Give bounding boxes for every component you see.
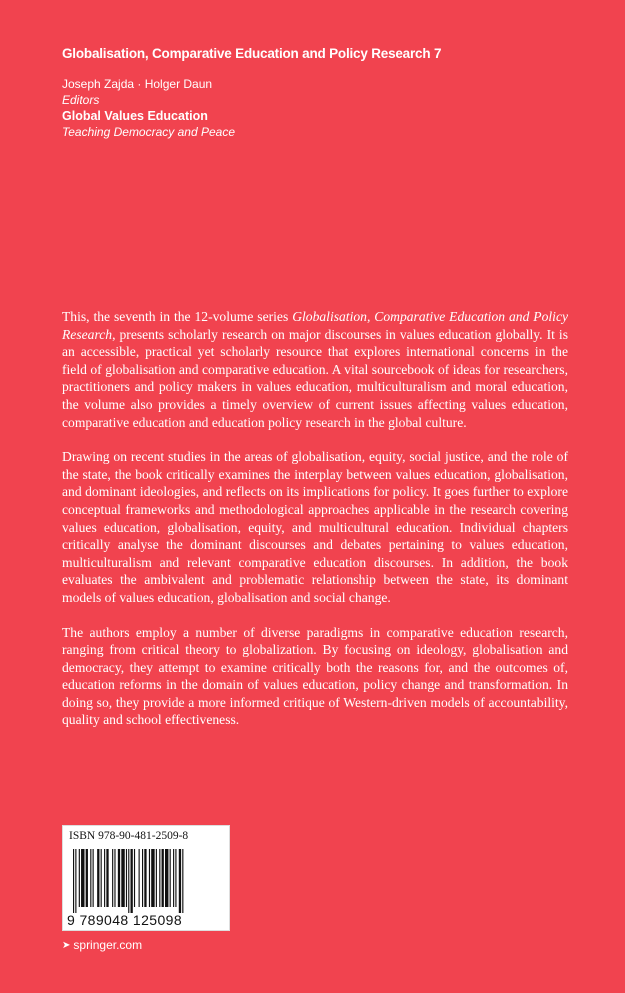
barcode-bar	[106, 849, 108, 907]
barcode-icon	[73, 849, 221, 913]
barcode-bar	[81, 849, 84, 907]
barcode-bar	[101, 849, 102, 907]
publisher-link[interactable]	[62, 938, 142, 952]
barcode-bar	[93, 849, 94, 907]
barcode-bar	[173, 849, 174, 907]
book-title: Global Values Education	[62, 109, 208, 123]
barcode-bar	[156, 849, 157, 907]
isbn-label: ISBN 978-90-481-2509-8	[69, 830, 189, 842]
blurb-paragraph-2: Drawing on recent studies in the areas of globalisation, equity, social justice, and the role of the state, the book critically examines the interplay between values education, globalisation, and dominant ideologies, and reflects on its implications for policy. It goes further to explore conceptual frameworks and methodological approaches applicable in the research covering values education, globalisation, equity, and multicultural education. Individual chapters critically analyse the dominant discourses and debates pertaining to values education, multiculturalism and relevant comparative education discourses. In addition, the book evaluates the ambivalent and problematic relationship between the state, its dominant models of values education, globalisation and social change.	[62, 449, 568, 605]
barcode-bar	[149, 849, 150, 907]
barcode-bar	[179, 849, 181, 913]
barcode-bar	[151, 849, 154, 907]
barcode-bar	[114, 849, 115, 907]
barcode-bar	[162, 849, 164, 907]
barcode-bar	[170, 849, 171, 907]
series-title: Globalisation, Comparative Education and Policy Research 7	[62, 46, 442, 61]
editors-label: Editors	[62, 93, 100, 107]
barcode-bar	[118, 849, 120, 907]
blurb	[62, 308, 568, 746]
publisher-url: springer.com	[73, 938, 143, 952]
barcode-bar	[142, 849, 143, 907]
barcode-digits: 9 789048 125098	[67, 912, 182, 928]
para1-start: This, the seventh in the 12-volume series	[62, 309, 293, 324]
book-subtitle: Teaching Democracy and Peace	[62, 125, 235, 139]
barcode-bar	[104, 849, 105, 907]
barcode-bar	[75, 849, 76, 913]
blurb-paragraph-3: The authors employ a number of diverse paradigms in comparative education research, ranging from critical theory to globalization. By focusing on ideology, globalisation and democracy, they attempt to examine critically both the reasons for, and the outcomes of, education reforms in the domain of values education, policy change and transformation. In doing so, they provide a more informed critique of Western-driven models of accountability, quality and school effectiveness.	[62, 624, 568, 728]
isbn-barcode	[62, 825, 230, 931]
barcode-bar	[86, 849, 88, 907]
blurb-paragraph-1	[62, 308, 568, 431]
editors-block	[62, 76, 235, 140]
barcode-bar	[139, 849, 140, 907]
barcode-bar	[144, 849, 146, 907]
barcode-bar	[97, 849, 99, 907]
barcode-bar	[126, 849, 127, 907]
para1-rest: , presents scholarly research on major discourses in values education globally. It is an accessible, practical yet scholarly resource that explores international concerns in the field of globalisation and comparative education. A vital sourcebook of ideas for researchers, practitioners and policy makers in values education, multiculturalism and moral education, the volume also provides a timely overview of current issues affecting values education, comparative education and education policy research in the global culture.	[62, 326, 568, 430]
barcode-bar	[128, 849, 129, 913]
barcode-bar	[73, 849, 74, 913]
barcode-bar	[175, 849, 176, 907]
barcode-bar	[79, 849, 80, 907]
arrow-right-icon: ➤	[62, 939, 71, 951]
editors-names: Joseph Zajda · Holger Daun	[62, 77, 213, 91]
barcode-bar	[121, 849, 124, 907]
barcode-bar	[165, 849, 168, 907]
barcode-bar	[131, 849, 133, 913]
barcode-bar	[182, 849, 183, 913]
barcode-bar	[159, 849, 160, 907]
barcode-bar	[112, 849, 113, 907]
barcode-bar	[90, 849, 91, 907]
series-name-italic: Globalisation, Comparative Education and Policy Research	[62, 309, 569, 342]
barcode-bar	[134, 849, 135, 907]
